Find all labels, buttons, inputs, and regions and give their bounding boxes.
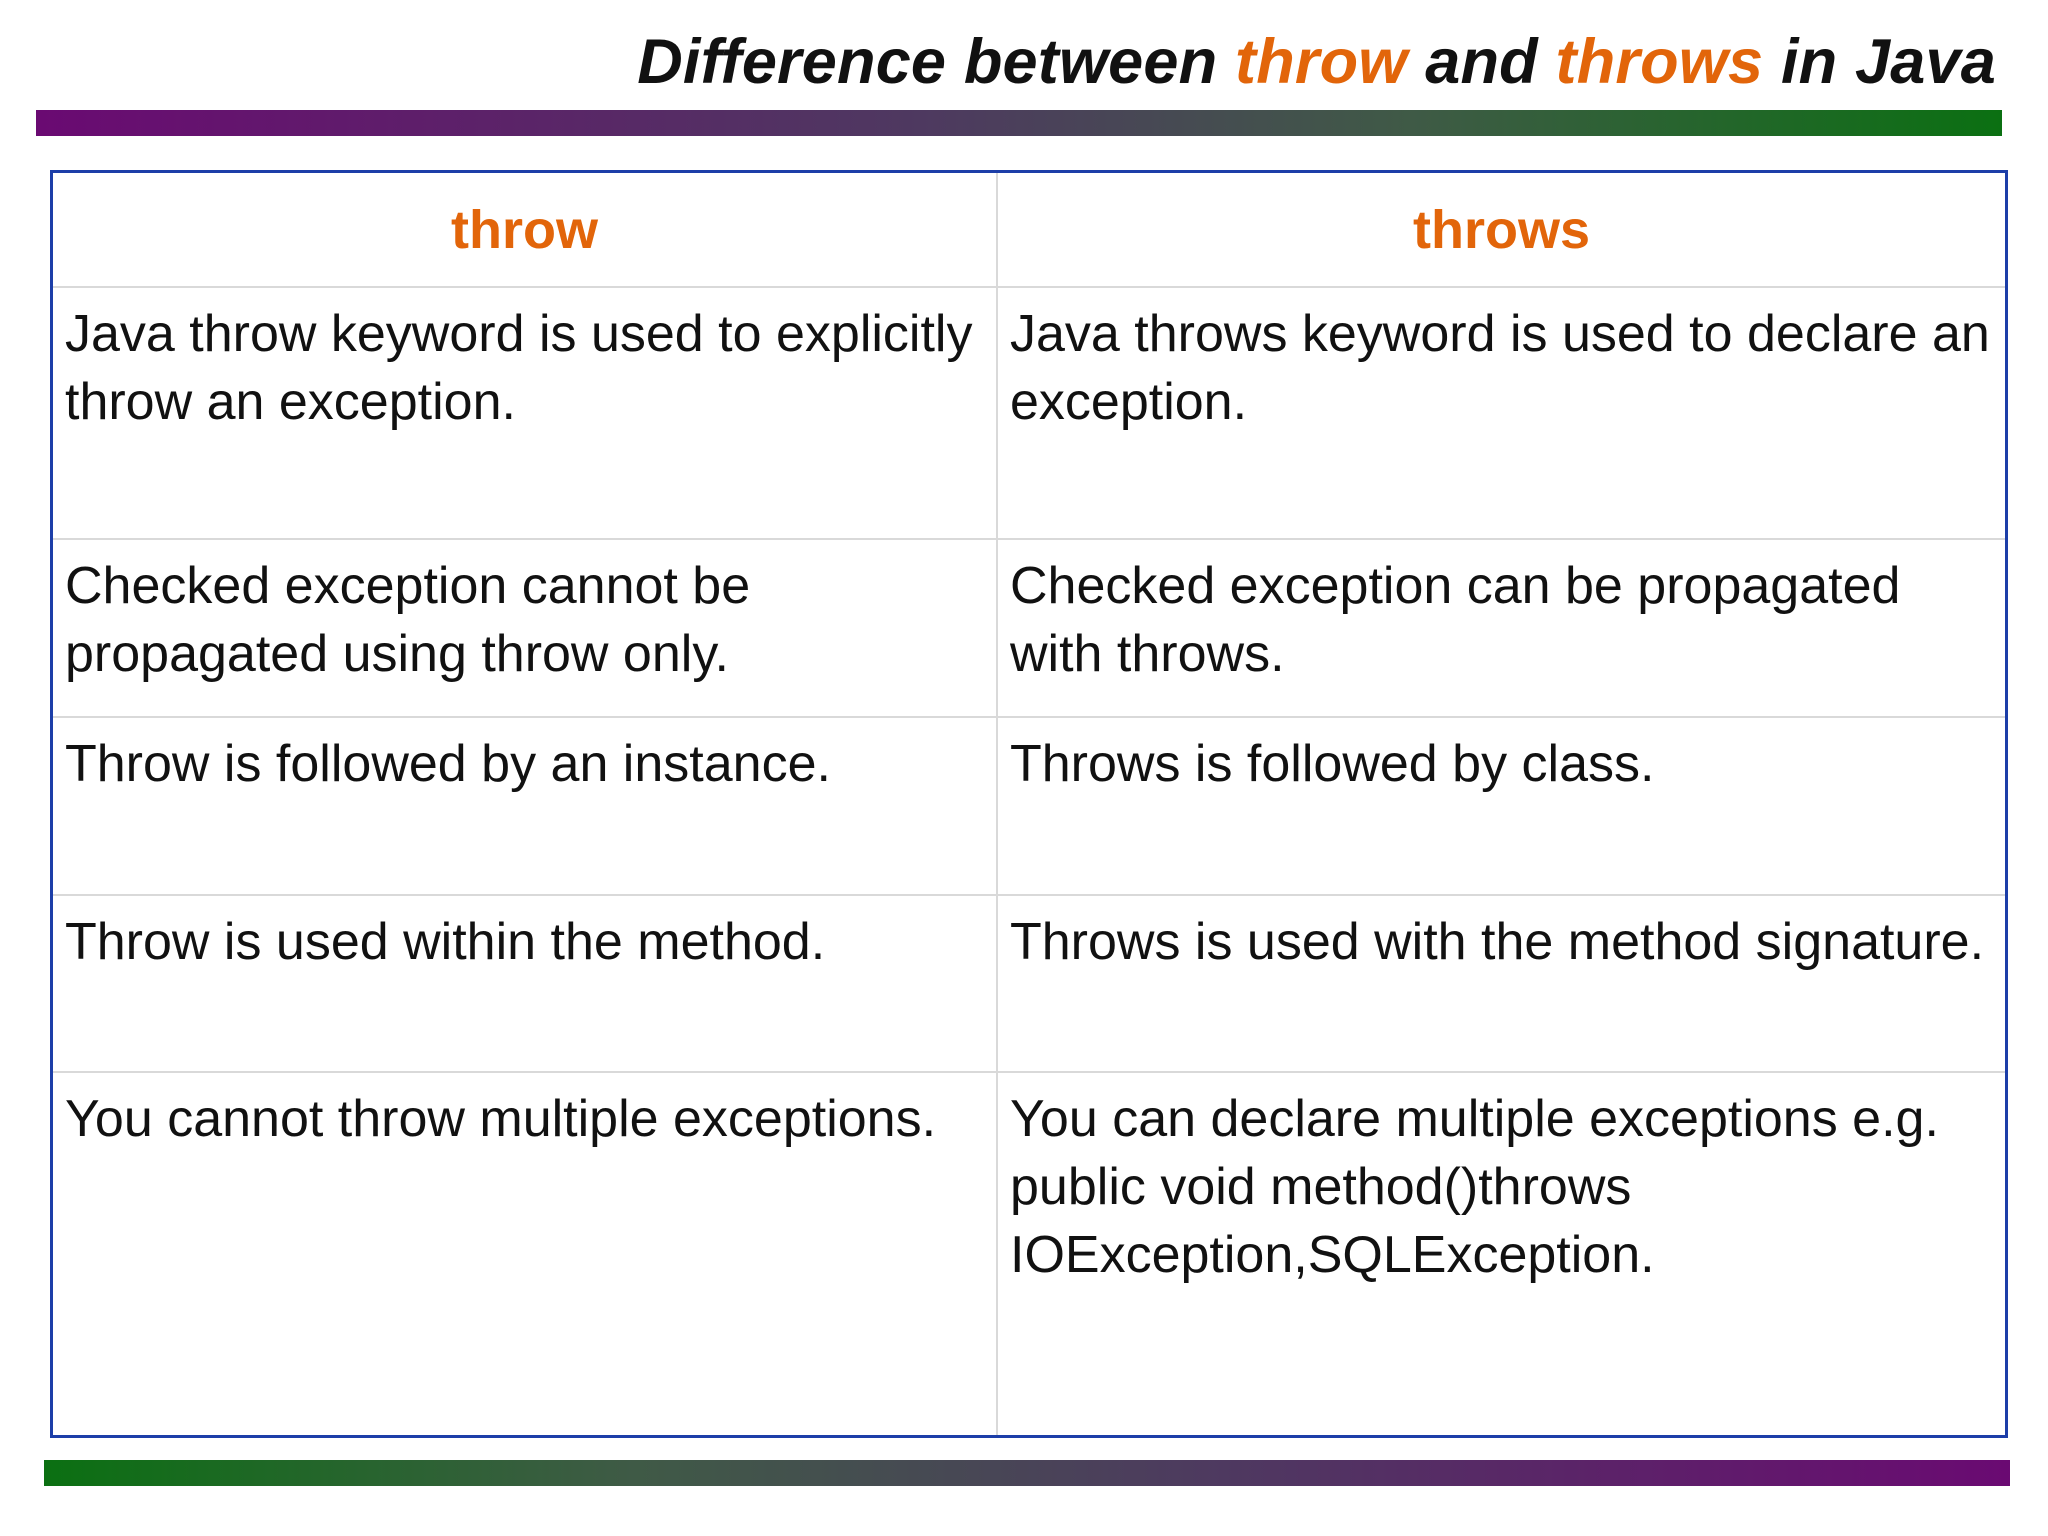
table-row [53, 1072, 2005, 1435]
cell-throws: Throws is followed by class. [997, 717, 2005, 895]
top-gradient-bar [36, 110, 2002, 136]
cell-throws: Checked exception can be propagated with throws. [997, 539, 2005, 717]
title-keyword-throw: throw [1235, 27, 1408, 97]
title-text-3: in Java [1763, 27, 1996, 97]
cell-throws: Java throws keyword is used to declare an exception. [997, 287, 2005, 539]
cell-throws: Throws is used with the method signature. [997, 895, 2005, 1072]
table-row [53, 539, 2005, 717]
cell-throws: You can declare multiple exceptions e.g. public void method()throws IOException,SQLException. [997, 1072, 2005, 1435]
title-text-1: Difference between [637, 27, 1236, 97]
header-throw: throw [53, 173, 997, 287]
cell-throw: Checked exception cannot be propagated using throw only. [53, 539, 997, 717]
slide-title [637, 24, 1996, 100]
cell-throw: Throw is used within the method. [53, 895, 997, 1072]
title-text-2: and [1407, 27, 1556, 97]
comparison-table [53, 173, 2005, 1435]
header-throws: throws [997, 173, 2005, 287]
title-keyword-throws: throws [1555, 27, 1764, 97]
cell-throw: You cannot throw multiple exceptions. [53, 1072, 997, 1435]
cell-throw: Java throw keyword is used to explicitly throw an exception. [53, 287, 997, 539]
cell-throw: Throw is followed by an instance. [53, 717, 997, 895]
table-header-row [53, 173, 2005, 287]
table-row [53, 895, 2005, 1072]
table-row [53, 717, 2005, 895]
bottom-gradient-bar [44, 1460, 2010, 1486]
comparison-table-frame [50, 170, 2008, 1438]
table-row [53, 287, 2005, 539]
